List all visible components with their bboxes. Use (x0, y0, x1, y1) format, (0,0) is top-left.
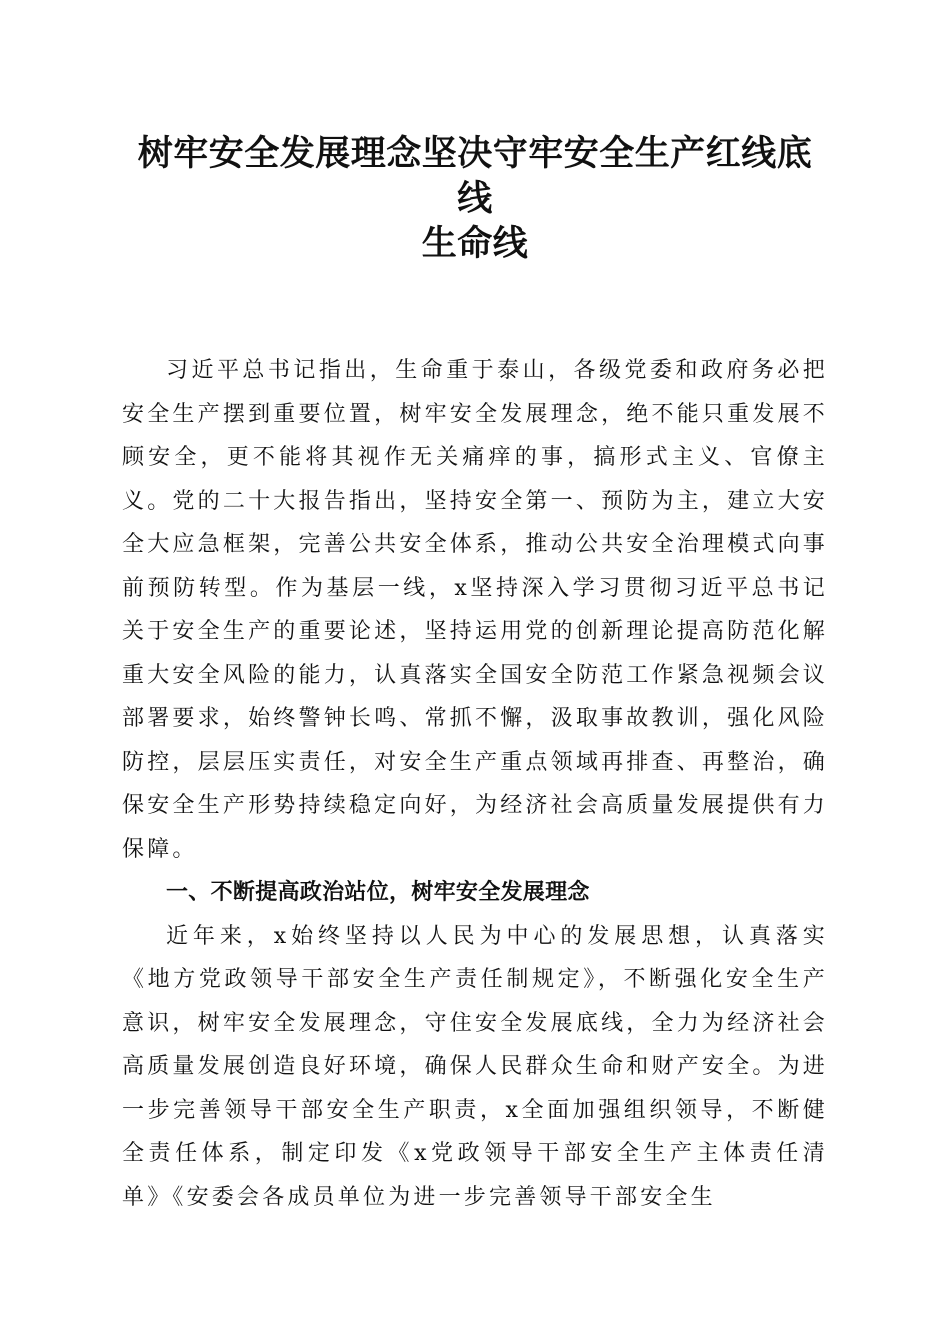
section-heading-1: 一、不断提高政治站位，树牢安全发展理念 (166, 880, 590, 905)
document-title (122, 132, 828, 267)
section-1-paragraph: 近年来，x始终坚持以人民为中心的发展思想，认真落实《地方党政领导干部安全生产责任制规定》，不断强化安全生产意识，树牢安全发展理念，守住安全发展底线，全力为经济社会高质量发展创造良好环境，确保人民群众生命和财产安全。为进一步完善领导干部安全生产职责，x全面加强组织领导，不断健全责任体系，制定印发《x党政领导干部安全生产主体责任清单》《安委会各成员单位为进一步完善领导干部安全生 (122, 923, 828, 1210)
document-page (122, 132, 828, 1219)
intro-paragraph: 习近平总书记指出，生命重于泰山，各级党委和政府务必把安全生产摆到重要位置，树牢安全发展理念，绝不能只重发展不顾安全，更不能将其视作无关痛痒的事，搞形式主义、官僚主义。党的二十大报告指出，坚持安全第一、预防为主，建立大安全大应急框架，完善公共安全体系，推动公共安全治理模式向事前预防转型。作为基层一线，x坚持深入学习贯彻习近平总书记关于安全生产的重要论述，坚持运用党的创新理论提高防范化解重大安全风险的能力，认真落实全国安全防范工作紧急视频会议部署要求，始终警钟长鸣、常抓不懈，汲取事故教训，强化风险防控，层层压实责任，对安全生产重点领域再排查、再整治，确保安全生产形势持续稳定向好，为经济社会高质量发展提供有力保障。 (122, 358, 828, 862)
title-line-1: 树牢安全发展理念坚决守牢安全生产红线底线 (137, 134, 813, 219)
title-line-2: 生命线 (421, 224, 529, 264)
document-body (122, 349, 828, 1219)
